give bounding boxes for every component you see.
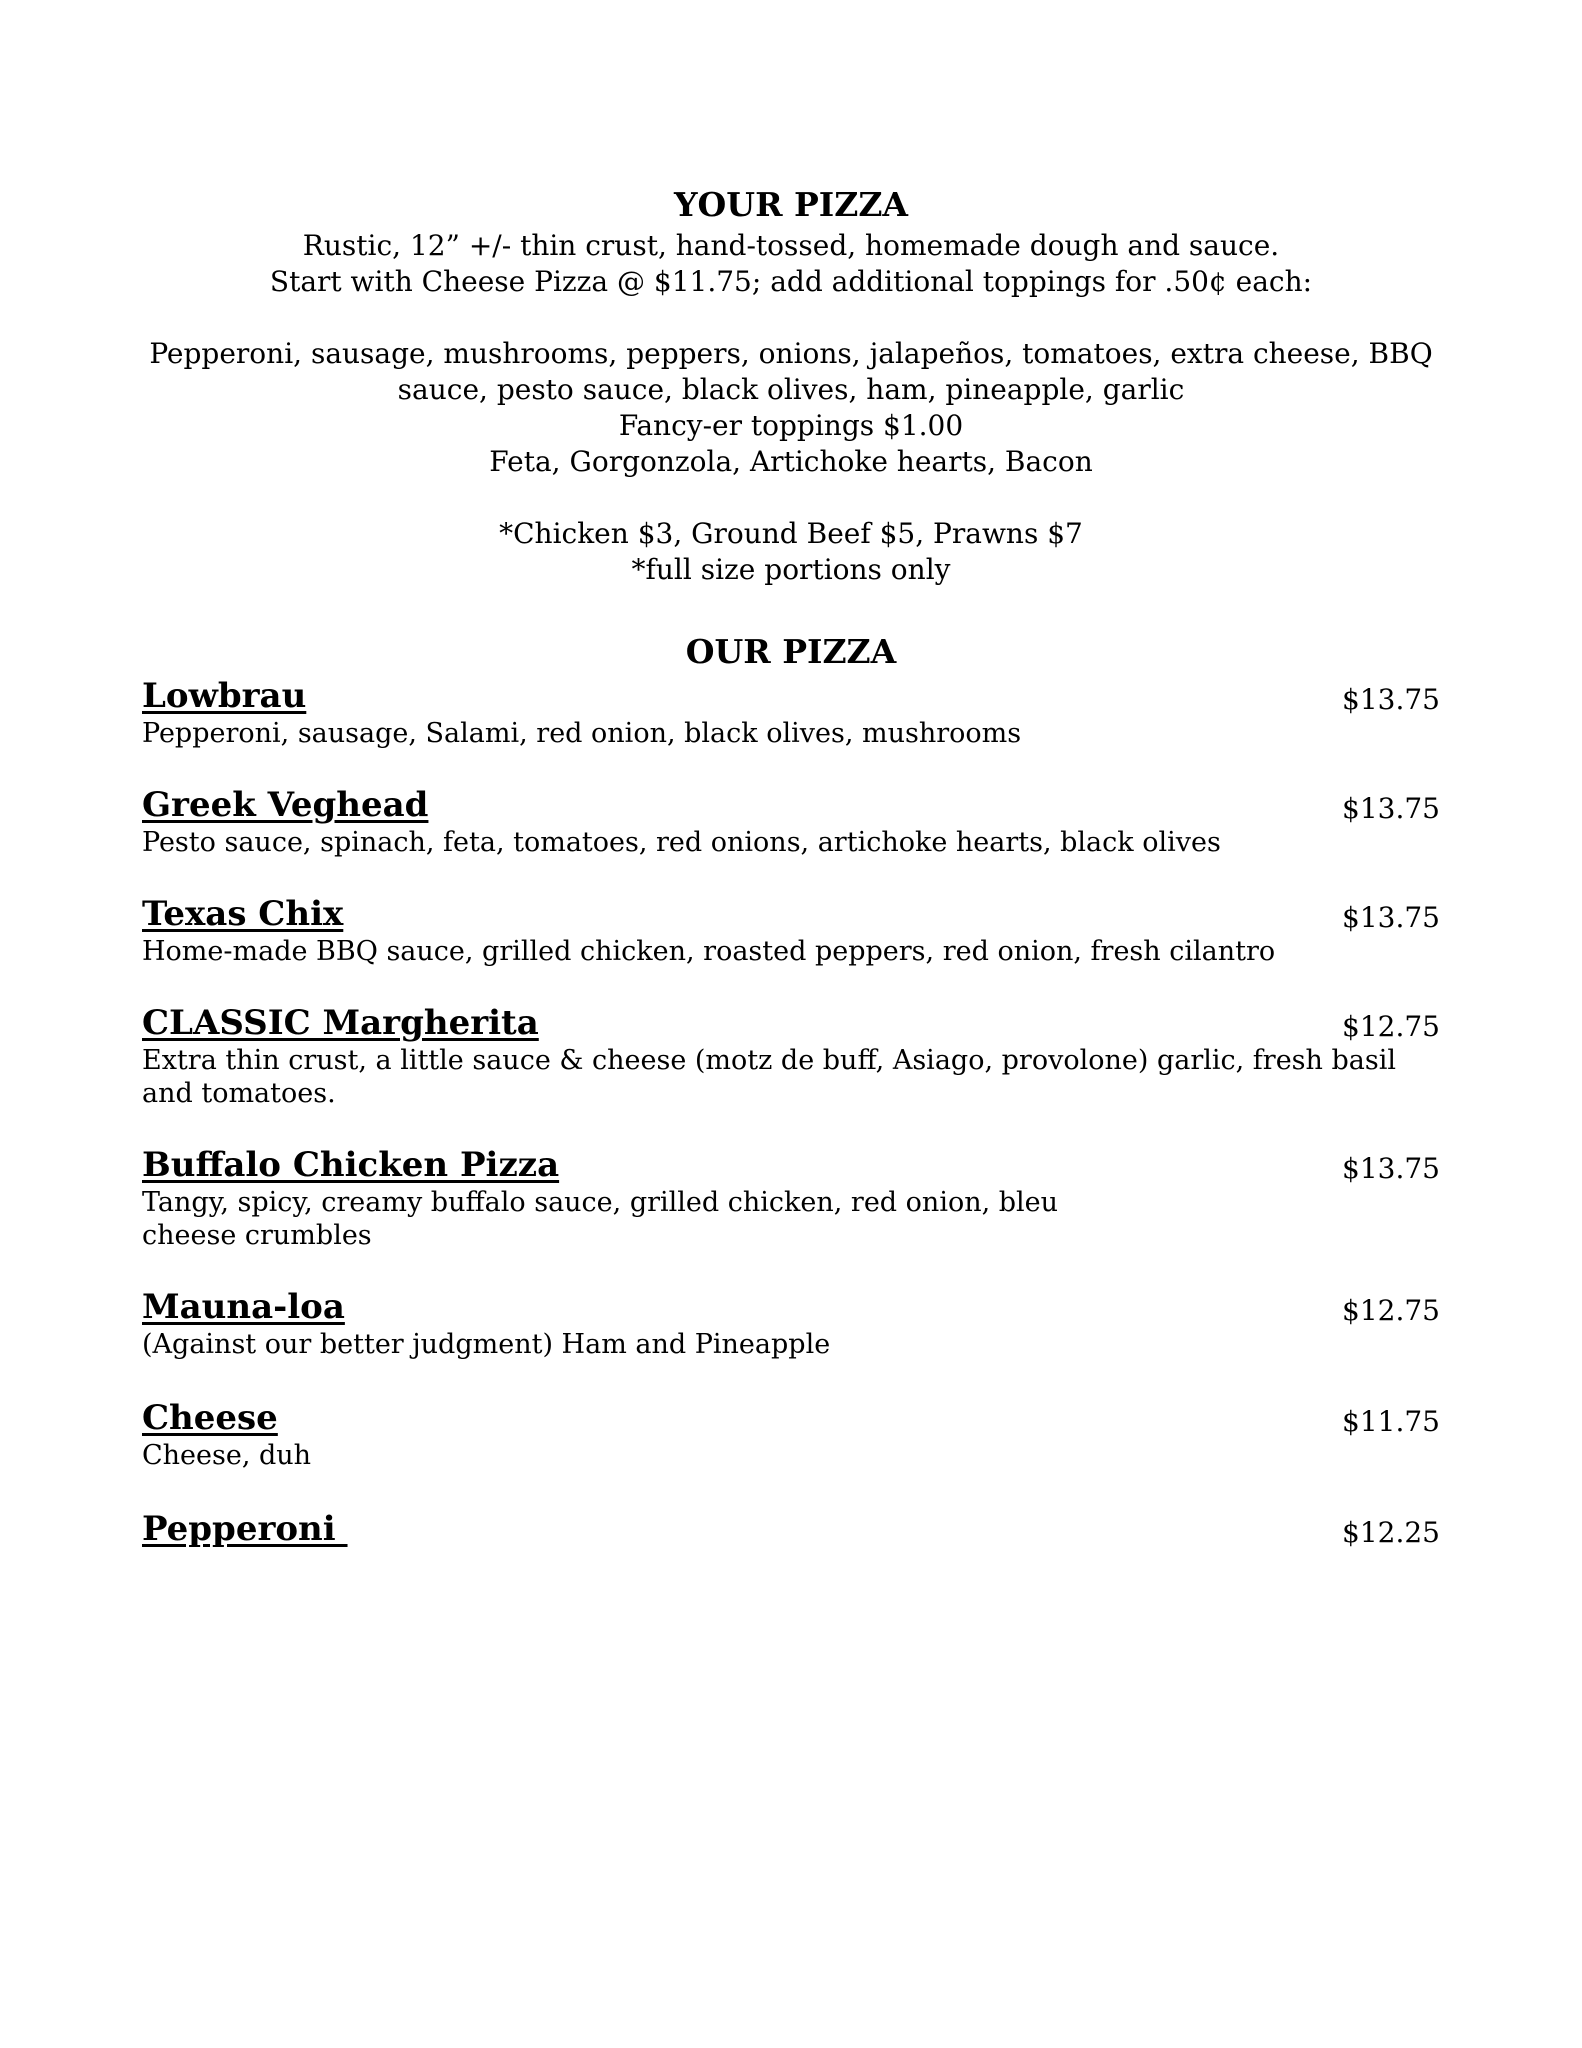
item-name: CLASSIC Margherita [142,1003,539,1043]
base-price-line: Start with Cheese Pizza @ $11.75; add additional toppings for .50¢ each: [269,265,1313,298]
item-name: Buffalo Chicken Pizza [142,1145,560,1185]
item-name: Pepperoni [142,1509,348,1549]
item-price: $13.75 [1342,792,1440,825]
toppings-line-1: Pepperoni, sausage, mushrooms, peppers, onions, jalapeños, tomatoes, extra cheese, BBQ [149,337,1433,370]
our-pizza-heading: OUR PIZZA [685,632,897,671]
item-name: Cheese [142,1398,278,1438]
item-description: Home-made BBQ sauce, grilled chicken, roasted peppers, red onion, fresh cilantro [142,936,1276,967]
item-description: Pepperoni, sausage, Salami, red onion, black olives, mushrooms [142,718,1022,749]
item-description: Tangy, spicy, creamy buffalo sauce, grilled chicken, red onion, bleu cheese crumbles [142,1187,1059,1251]
item-description: Extra thin crust, a little sauce & cheese (motz de buff, Asiago, provolone) garlic, fresh basil and tomatoes. [142,1045,1397,1109]
item-price: $12.75 [1342,1294,1440,1327]
item-name: Greek Veghead [142,785,429,825]
protein-prices: *Chicken $3, Ground Beef $5, Prawns $7 [499,517,1083,550]
item-price: $12.25 [1342,1516,1440,1549]
item-price: $13.75 [1342,901,1440,934]
fancy-toppings-list: Feta, Gorgonzola, Artichoke hearts, Bacon [489,445,1093,478]
item-name: Texas Chix [142,894,344,934]
item-description: Cheese, duh [142,1440,312,1471]
item-description: (Against our better judgment) Ham and Pineapple [142,1329,831,1360]
fancy-toppings-title: Fancy-er toppings $1.00 [618,409,964,442]
item-price: $11.75 [1342,1405,1440,1438]
item-price: $13.75 [1342,1152,1440,1185]
item-description: Pesto sauce, spinach, feta, tomatoes, red onions, artichoke hearts, black olives [142,827,1221,858]
item-name: Mauna-loa [142,1287,345,1327]
item-name: Lowbrau [142,676,307,716]
crust-description: Rustic, 12” +/- thin crust, hand-tossed, homemade dough and sauce. [302,229,1280,262]
your-pizza-heading: YOUR PIZZA [673,185,909,224]
toppings-line-2: sauce, pesto sauce, black olives, ham, pineapple, garlic [397,373,1185,406]
item-price: $13.75 [1342,683,1440,716]
protein-note: *full size portions only [631,553,951,586]
item-price: $12.75 [1342,1010,1440,1043]
